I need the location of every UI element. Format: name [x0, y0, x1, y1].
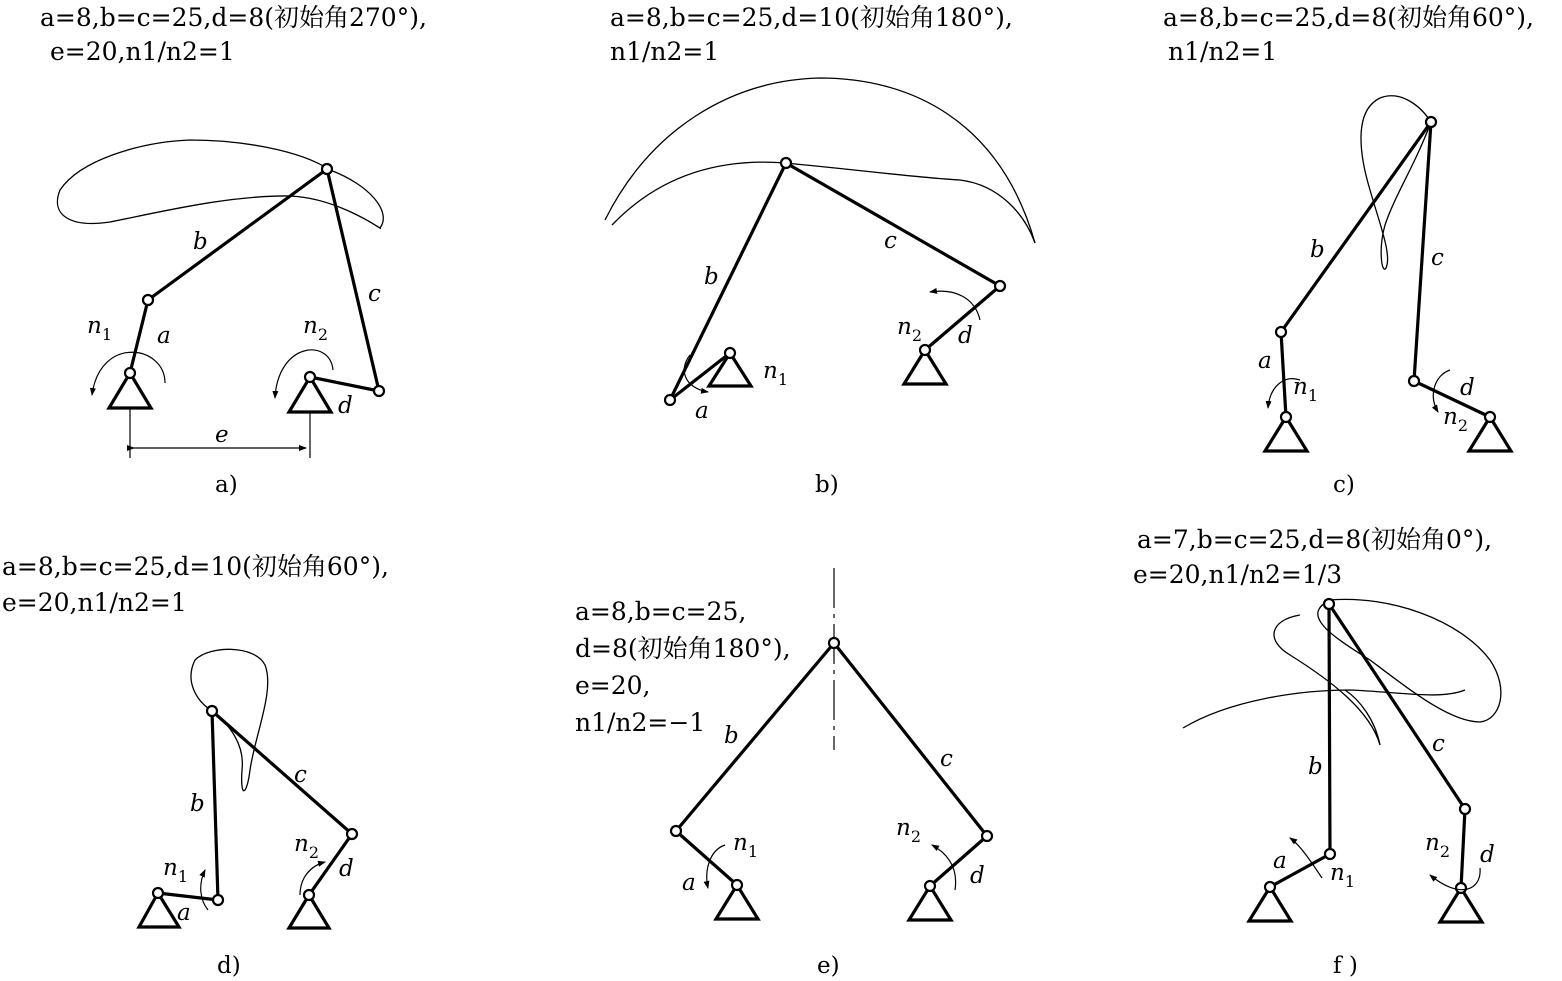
panel-c-params-line2: n1/n2=1 — [1168, 37, 1278, 66]
panel-e-label-n1: $n_1$ — [733, 830, 759, 861]
panel-f-caption: f ) — [1333, 953, 1358, 979]
panel-e-link-c — [834, 643, 987, 836]
panel-a-label-n2: $n_2$ — [303, 313, 329, 344]
panel-d-coupler-curve — [191, 649, 268, 790]
panel-d-joint-ab — [213, 895, 223, 905]
panel-f-label-n1: $n_1$ — [1330, 860, 1356, 891]
panel-d-joint-o2 — [304, 890, 314, 900]
panel-c-link-a — [1281, 332, 1286, 417]
panel-b-caption: b) — [815, 472, 839, 498]
panel-a-joint-cd — [374, 386, 384, 396]
panel-c-link-b — [1281, 122, 1431, 332]
panel-b-coupler-curve-inner — [612, 162, 1035, 243]
panel-d-label-c: c — [294, 762, 307, 788]
panel-e-caption: e) — [817, 953, 840, 979]
panel-b-label-a: a — [695, 398, 709, 424]
panel-f-params-line1: a=7,b=c=25,d=8(初始角0°), — [1137, 525, 1493, 554]
panel-e-label-c: c — [940, 746, 953, 772]
panel-a-params-line1: a=8,b=c=25,d=8(初始角270°), — [40, 3, 427, 32]
panel-a-coupler-curve — [57, 140, 383, 228]
panel-f-joint-bc — [1324, 599, 1334, 609]
panel-b-params-line1: a=8,b=c=25,d=10(初始角180°), — [610, 3, 1013, 32]
panel-e-label-b: b — [724, 723, 739, 749]
panel-a-joint-o1 — [125, 368, 135, 378]
panel-d-label-n2: $n_2$ — [294, 831, 320, 862]
panel-d-params-line2: e=20,n1/n2=1 — [2, 588, 187, 617]
panel-a-label-b: b — [193, 229, 208, 255]
panel-c-label-n1: $n_1$ — [1293, 374, 1319, 405]
panel-a-label-e: e — [215, 422, 229, 448]
panel-e-label-n2: $n_2$ — [896, 815, 922, 846]
panel-b-params-line2: n1/n2=1 — [610, 37, 720, 66]
panel-b-joint-o1 — [725, 348, 735, 358]
panel-a-link-b — [148, 169, 327, 300]
panel-c-coupler-curve — [1361, 96, 1431, 269]
panel-b-label-d: d — [958, 323, 973, 349]
panel-d-link-b — [212, 711, 218, 900]
panel-a-joint-bc — [322, 164, 332, 174]
panel-c-joint-cd — [1409, 376, 1419, 386]
panel-f-joint-cd — [1460, 804, 1470, 814]
panel-a-link-a — [130, 300, 148, 373]
panel-d-joint-cd — [347, 829, 357, 839]
panel-f-coupler-curve-2 — [1183, 690, 1465, 728]
panel-b-joint-o2 — [920, 345, 930, 355]
panel-c-params-line1: a=8,b=c=25,d=8(初始角60°), — [1163, 3, 1534, 32]
panel-c-label-d: d — [1460, 375, 1475, 401]
panel-a-label-a: a — [157, 323, 171, 349]
panel-d-link-a — [158, 893, 218, 900]
panel-f-link-d — [1461, 809, 1465, 888]
panel-f-link-b — [1329, 604, 1330, 854]
panel-a-label-d: d — [338, 393, 353, 419]
panel-c-label-c: c — [1431, 245, 1444, 271]
panel-f-joint-o2 — [1456, 883, 1466, 893]
panel-f-rotation-n2 — [1430, 868, 1480, 890]
panel-e-params-line1: a=8,b=c=25, — [575, 597, 747, 626]
panel-e-label-a: a — [682, 870, 696, 896]
panel-e-joint-o1 — [732, 880, 742, 890]
panel-a-label-c: c — [368, 281, 381, 307]
panel-f-joint-o1 — [1265, 882, 1275, 892]
panel-a-caption: a) — [215, 472, 238, 498]
panel-c-caption: c) — [1333, 472, 1355, 498]
panel-a-joint-o2 — [305, 372, 315, 382]
panel-c-label-b: b — [1310, 237, 1325, 263]
panel-b — [605, 3, 1035, 498]
panel-b-label-c: c — [884, 228, 897, 254]
panel-f-label-a: a — [1273, 848, 1287, 874]
panel-b-joint-ab — [665, 395, 675, 405]
panel-d-label-b: b — [190, 791, 205, 817]
panel-a-link-d — [310, 377, 379, 391]
panel-f-label-d: d — [1480, 842, 1495, 868]
panel-f-link-c — [1329, 604, 1465, 809]
panel-d-label-n1: $n_1$ — [163, 855, 189, 886]
panel-c-joint-bc — [1426, 117, 1436, 127]
panel-c-joint-o2 — [1485, 412, 1495, 422]
panel-f-joint-ab — [1325, 849, 1335, 859]
panel-a-label-n1: $n_1$ — [87, 313, 113, 344]
panel-d-params-line1: a=8,b=c=25,d=10(初始角60°), — [2, 552, 389, 581]
panel-e-link-b — [676, 643, 834, 831]
panel-f-label-b: b — [1308, 754, 1323, 780]
panel-c-label-n2: $n_2$ — [1443, 404, 1469, 435]
panel-a — [40, 3, 427, 498]
panel-a-joint-ab — [143, 295, 153, 305]
panel-f-params-line2: e=20,n1/n2=1/3 — [1133, 560, 1343, 589]
panel-b-label-n1: $n_1$ — [763, 358, 789, 389]
panel-f-coupler-curve-1 — [1318, 599, 1501, 722]
panel-e-joint-ab — [671, 826, 681, 836]
panel-e-params-line2: d=8(初始角180°), — [575, 634, 791, 663]
panel-c-link-c — [1414, 122, 1431, 381]
panel-e-joint-cd — [982, 831, 992, 841]
panel-e-joint-o2 — [925, 881, 935, 891]
panel-d — [2, 552, 389, 979]
panel-f-coupler-curve-3 — [1274, 615, 1380, 745]
panel-c-label-a: a — [1258, 348, 1272, 374]
panel-e — [575, 568, 992, 979]
panel-b-label-n2: $n_2$ — [897, 314, 923, 345]
panel-d-caption: d) — [217, 953, 241, 979]
panel-e-params-line4: n1/n2=−1 — [575, 708, 706, 737]
panel-d-rotation-n1 — [201, 870, 208, 910]
panel-c — [1163, 3, 1534, 498]
panel-c-joint-ab — [1276, 327, 1286, 337]
panel-b-joint-bc — [781, 158, 791, 168]
panel-b-joint-cd — [995, 281, 1005, 291]
panel-f — [1133, 525, 1501, 979]
panel-f-label-c: c — [1432, 731, 1445, 757]
panel-b-label-b: b — [704, 264, 719, 290]
panel-d-joint-o1 — [153, 888, 163, 898]
panel-d-label-a: a — [177, 900, 191, 926]
panel-e-label-d: d — [970, 863, 985, 889]
panel-f-label-n2: $n_2$ — [1425, 830, 1451, 861]
panel-e-params-line3: e=20, — [575, 671, 651, 700]
panel-a-link-c — [327, 169, 379, 391]
panel-a-params-line2: e=20,n1/n2=1 — [50, 37, 235, 66]
panel-d-joint-bc — [207, 706, 217, 716]
panel-b-rotation-n2 — [930, 291, 980, 320]
panel-b-coupler-curve-outer — [605, 78, 1035, 243]
panel-e-joint-bc — [829, 638, 839, 648]
panel-d-link-c — [212, 711, 352, 834]
panel-d-label-d: d — [339, 856, 354, 882]
panel-c-joint-o1 — [1281, 412, 1291, 422]
